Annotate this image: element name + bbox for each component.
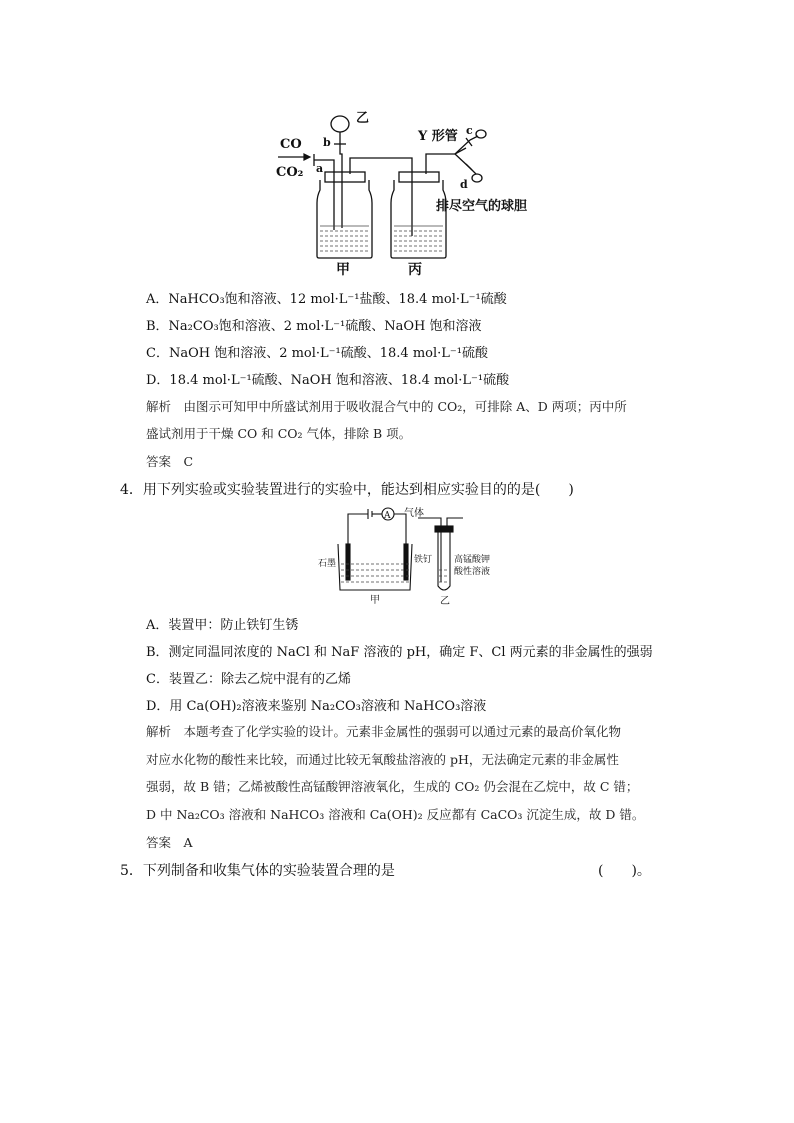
gas-apparatus-figure	[270, 108, 540, 280]
fig1-label-a: a	[316, 162, 324, 175]
q3-option-b: B．Na₂CO₃饱和溶液、2 mol·L⁻¹硫酸、NaOH 饱和溶液	[146, 319, 482, 334]
fig1-label-c: c	[466, 124, 473, 137]
fig1-label-d: d	[460, 178, 468, 191]
q4-answer: 答案 A	[146, 835, 193, 850]
fig1-label-b: b	[323, 136, 331, 149]
q4-fig-kmno4-2: 酸性溶液	[454, 567, 491, 577]
q4-fig-yi: 乙	[440, 596, 450, 606]
q4-option-a: A．装置甲：防止铁钉生锈	[146, 618, 299, 633]
q4-option-b: B．测定同温同浓度的 NaCl 和 NaF 溶液的 pH，确定 F、Cl 两元素的非金属性的强弱	[146, 645, 653, 660]
fig1-label-co2: CO₂	[276, 165, 304, 180]
q4-apparatus-figure	[318, 504, 498, 606]
q5-stem: 5．下列制备和收集气体的实验装置合理的是	[120, 863, 395, 879]
q5-answer-paren: ( )。	[598, 863, 651, 879]
q4-explanation-line1: 解析 本题考查了化学实验的设计。元素非金属性的强弱可以通过元素的最高价氧化物	[146, 724, 622, 739]
fig1-label-bulb: 排尽空气的球胆	[436, 199, 528, 214]
q4-fig-graphite: 石墨	[318, 559, 337, 569]
q4-stem: 4．用下列实验或实验装置进行的实验中，能达到相应实验目的的是( )	[120, 482, 574, 498]
fig1-label-bing: 丙	[408, 262, 422, 278]
q3-option-c: C．NaOH 饱和溶液、2 mol·L⁻¹硫酸、18.4 mol·L⁻¹硫酸	[146, 346, 488, 361]
q4-fig-ammeter: A	[384, 511, 391, 521]
fig1-label-y-tube: Y 形管	[418, 129, 458, 144]
q4-fig-kmno4-1: 高锰酸钾	[454, 555, 491, 565]
q4-fig-jia: 甲	[370, 595, 380, 606]
q4-explanation-line3: 强弱，故 B 错；乙烯被酸性高锰酸钾溶液氧化，生成的 CO₂ 仍会混在乙烷中，故 C 错；	[146, 779, 639, 794]
q4-fig-gas: 气体	[404, 508, 424, 519]
q3-option-a: A．NaHCO₃饱和溶液、12 mol·L⁻¹盐酸、18.4 mol·L⁻¹硫酸	[146, 292, 507, 307]
q4-explanation-line4: D 中 Na₂CO₃ 溶液和 NaHCO₃ 溶液和 Ca(OH)₂ 反应都有 CaCO₃ 沉淀生成，故 D 错。	[146, 807, 645, 822]
q3-answer: 答案 C	[146, 454, 194, 469]
q3-explanation-line2: 盛试剂用于干燥 CO 和 CO₂ 气体，排除 B 项。	[146, 426, 412, 441]
q3-option-d: D．18.4 mol·L⁻¹硫酸、NaOH 饱和溶液、18.4 mol·L⁻¹硫酸	[146, 373, 510, 388]
q4-explanation-line2: 对应水化物的酸性来比较，而通过比较无氧酸盐溶液的 pH，无法确定元素的非金属性	[146, 752, 619, 767]
fig1-label-yi: 乙	[356, 111, 370, 126]
q3-explanation-line1: 解析 由图示可知甲中所盛试剂用于吸收混合气中的 CO₂，可排除 A、D 两项；丙中所	[146, 399, 627, 414]
q4-option-c: C．装置乙：除去乙烷中混有的乙烯	[146, 672, 351, 687]
fig1-label-jia: 甲	[336, 262, 350, 278]
q4-fig-nail: 铁钉	[414, 555, 433, 565]
q4-option-d: D．用 Ca(OH)₂溶液来鉴别 Na₂CO₃溶液和 NaHCO₃溶液	[146, 699, 487, 714]
fig1-label-co: CO	[280, 137, 302, 152]
